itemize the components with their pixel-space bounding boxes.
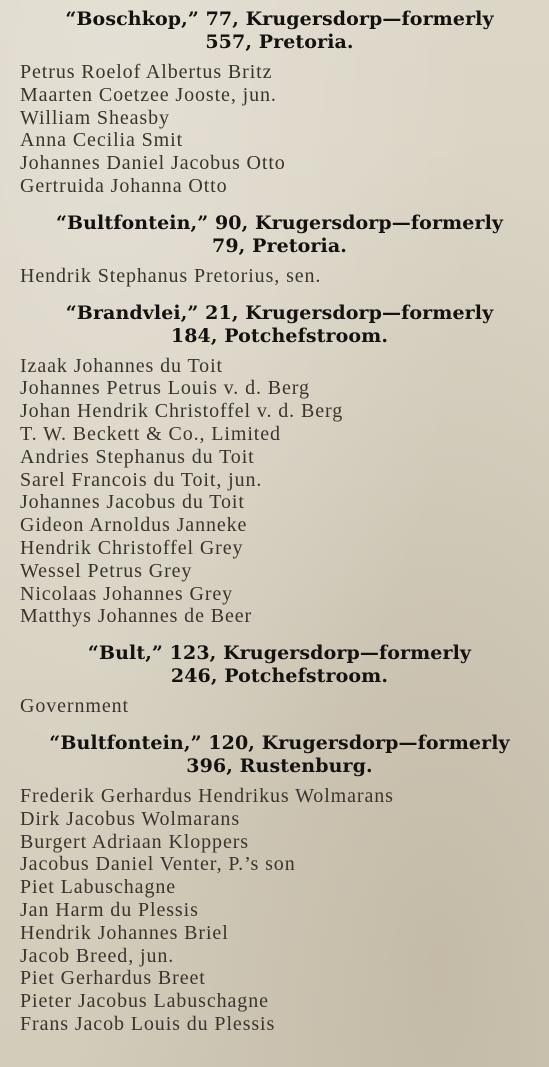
owner-name: Hendrik Christoffel Grey <box>20 536 244 559</box>
owner-name: Piet Gerhardus Breet <box>20 967 206 990</box>
owner-name: Wessel Petrus Grey <box>20 559 193 582</box>
farm-heading <box>20 642 539 688</box>
owner-name: Pieter Jacobus Labuschagne <box>20 990 269 1013</box>
farm-heading-line2: 184, Potchefstroom. <box>170 324 389 347</box>
farm-heading <box>20 8 539 54</box>
owner-name: Piet Labuschagne <box>20 876 177 899</box>
owner-name: Dirk Jacobus Wolmarans <box>20 807 241 830</box>
owner-name: Frederik Gerhardus Hendrikus Wolmarans <box>20 784 394 807</box>
farm-heading <box>20 212 539 258</box>
farm-heading <box>20 302 539 348</box>
owner-name: Johan Hendrik Christoffel v. d. Berg <box>20 400 344 423</box>
farm-heading-line1: “Bult,” 123, Krugersdorp—formerly <box>87 642 472 665</box>
farm-section <box>20 732 539 1036</box>
farm-heading-line1: “Boschkop,” 77, Krugersdorp—formerly <box>65 8 494 30</box>
owner-name: Andries Stephanus du Toit <box>20 445 255 468</box>
owner-name: Gertruida Johanna Otto <box>20 174 228 197</box>
owner-name: Hendrik Johannes Briel <box>20 921 229 944</box>
farm-section <box>20 8 539 198</box>
owner-name: Sarel Francois du Toit, jun. <box>20 468 263 491</box>
owner-name: Izaak Johannes du Toit <box>20 354 223 377</box>
farm-heading-line1: “Bultfontein,” 90, Krugersdorp—formerly <box>55 211 504 234</box>
farm-heading <box>20 732 539 778</box>
owner-name: Anna Cecilia Smit <box>20 129 184 152</box>
owner-name: Matthys Johannes de Beer <box>20 605 253 628</box>
farm-section <box>20 642 539 718</box>
owner-list <box>20 265 539 288</box>
owner-name: T. W. Beckett & Co., Limited <box>20 422 281 445</box>
owner-name: Johannes Petrus Louis v. d. Berg <box>20 377 310 400</box>
farm-section <box>20 212 539 288</box>
farm-heading-line2: 246, Potchefstroom. <box>170 665 389 688</box>
owner-name: Johannes Jacobus du Toit <box>20 491 245 514</box>
owner-list <box>20 355 539 629</box>
owner-name: Nicolaas Johannes Grey <box>20 582 234 605</box>
owner-name: Hendrik Stephanus Pretorius, sen. <box>20 264 322 287</box>
owner-name: Maarten Coetzee Jooste, jun. <box>20 83 277 106</box>
owner-name: Gideon Arnoldus Janneke <box>20 514 248 537</box>
owner-name: Petrus Roelof Albertus Britz <box>20 61 273 83</box>
owner-list <box>20 61 539 198</box>
owner-name: William Sheasby <box>20 106 170 129</box>
farm-heading-line2: 79, Pretoria. <box>212 234 347 257</box>
owner-name: Johannes Daniel Jacobus Otto <box>20 152 286 175</box>
farm-section <box>20 302 539 629</box>
farm-heading-line2: 396, Rustenburg. <box>186 754 373 777</box>
owner-name: Jacob Breed, jun. <box>20 944 175 967</box>
owner-list <box>20 695 539 718</box>
owner-list <box>20 785 539 1036</box>
owner-name: Government <box>20 695 129 718</box>
farm-heading-line2: 557, Pretoria. <box>205 31 354 53</box>
owner-name: Frans Jacob Louis du Plessis <box>20 1012 276 1035</box>
farm-heading-line1: “Bultfontein,” 120, Krugersdorp—formerly <box>49 731 510 754</box>
farm-heading-line1: “Brandvlei,” 21, Krugersdorp—formerly <box>65 301 494 324</box>
owner-name: Jacobus Daniel Venter, P.’s son <box>20 853 296 876</box>
owner-name: Burgert Adriaan Kloppers <box>20 830 249 853</box>
owner-name: Jan Harm du Plessis <box>20 898 199 921</box>
